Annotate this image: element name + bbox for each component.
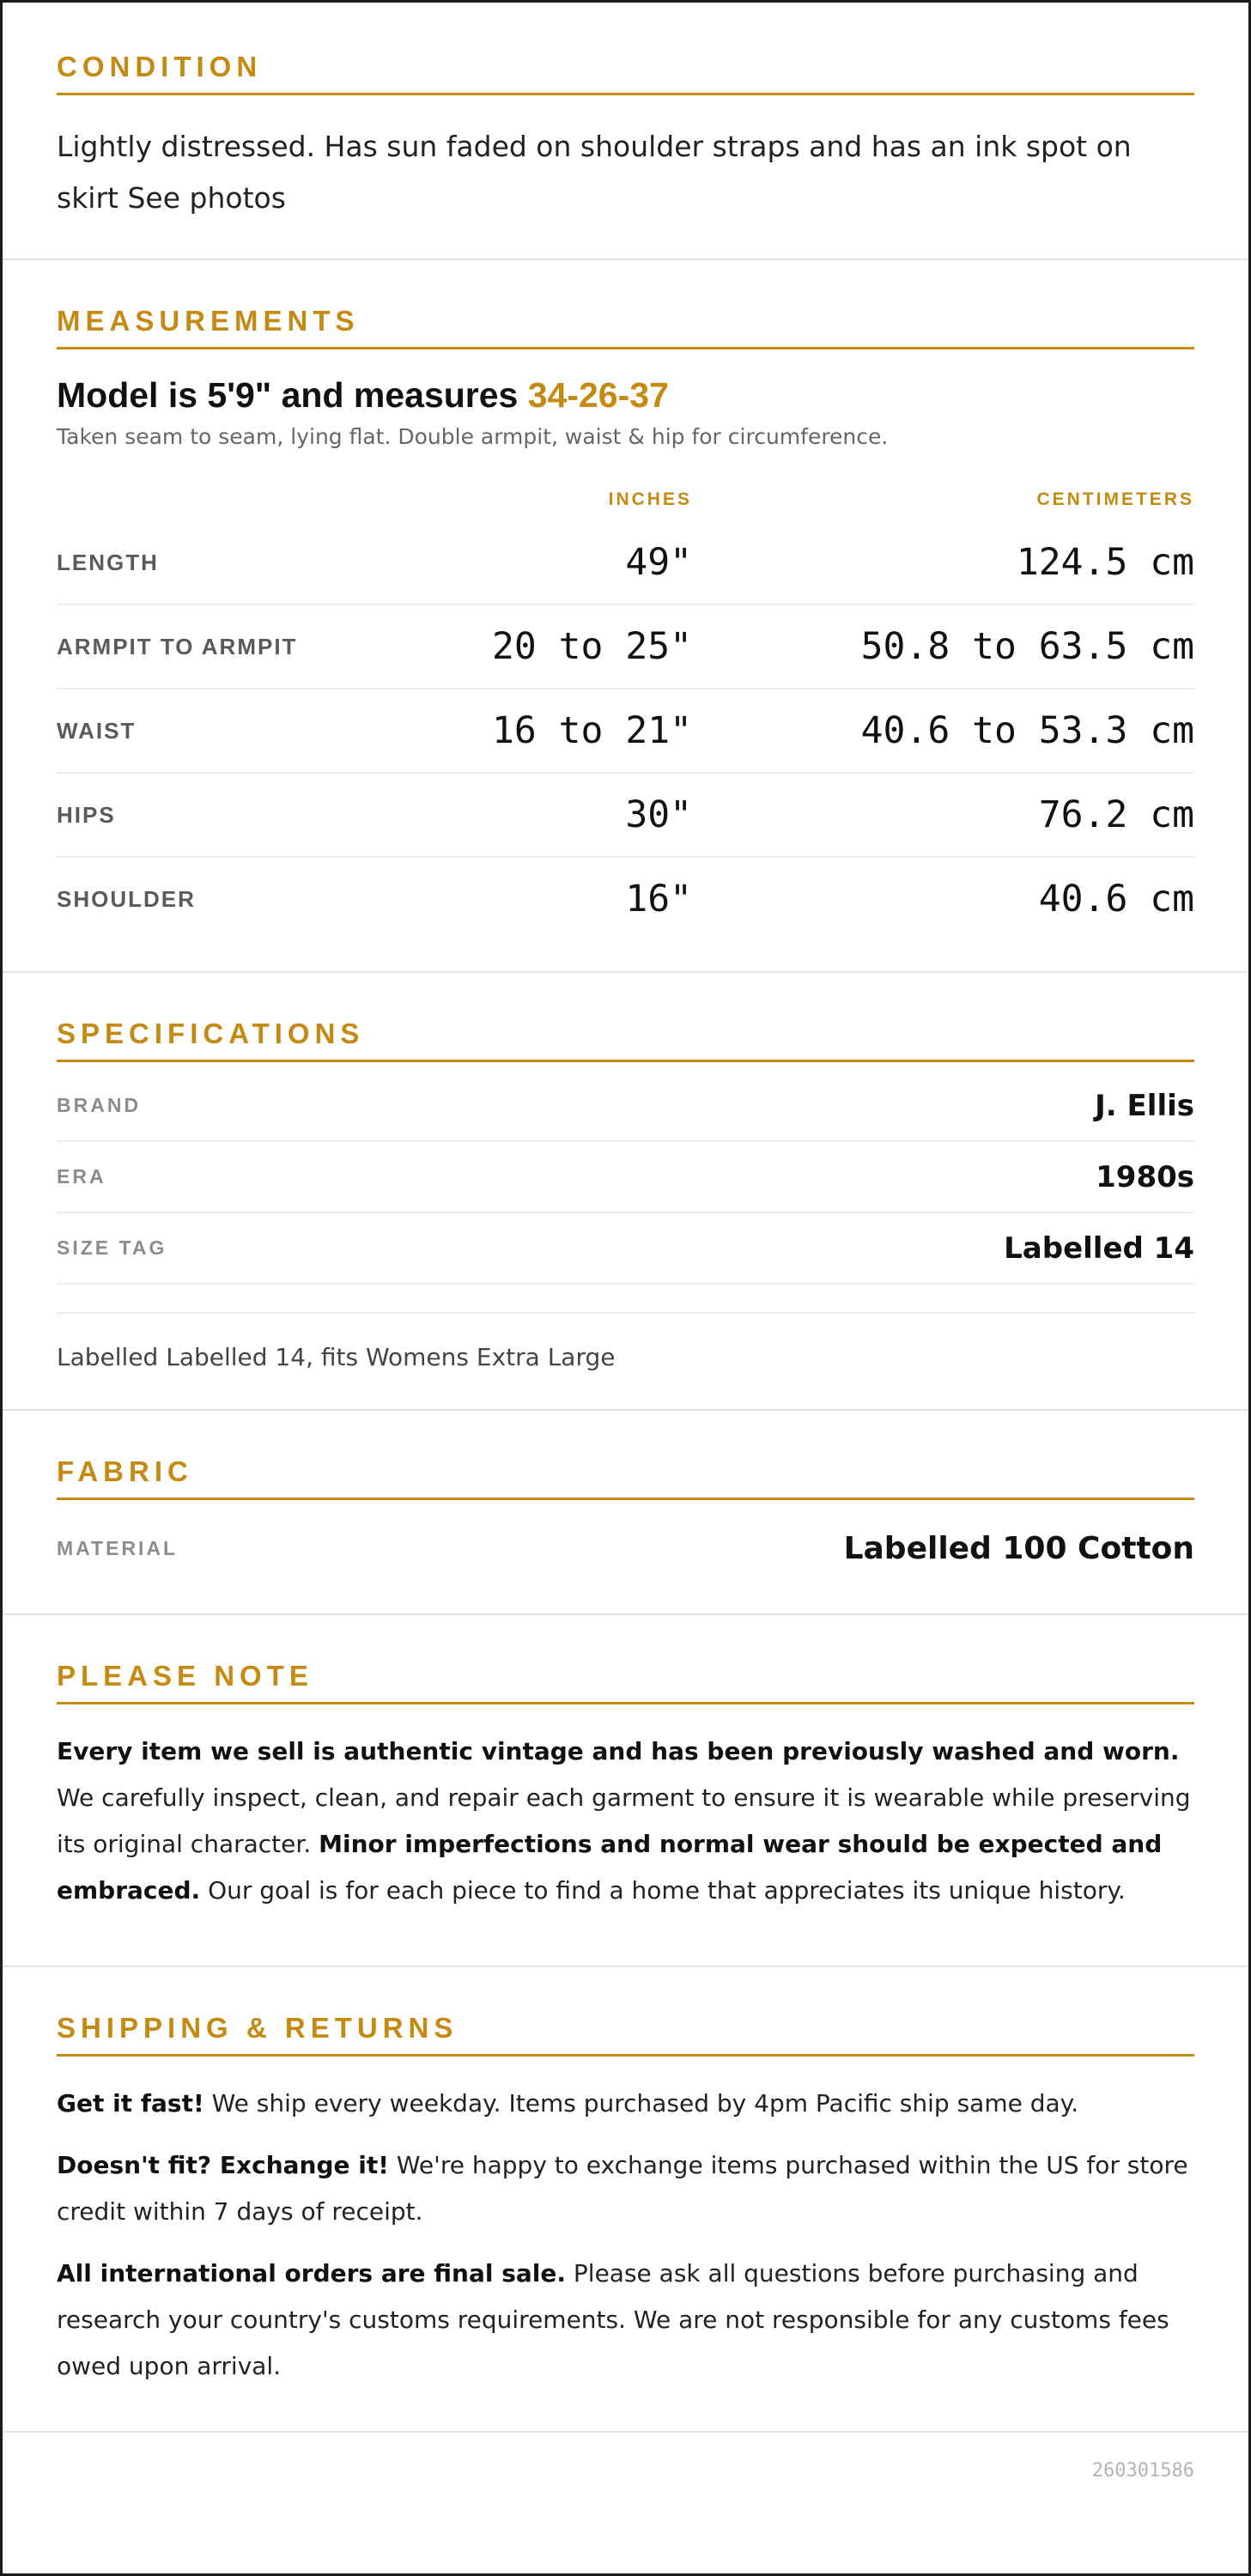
specifications-section [3, 973, 1248, 1411]
model-info-prefix: Model is 5'9" and measures [57, 375, 528, 415]
shipping-text-1: We ship every weekday. Items purchased by 4pm Pacific ship same day. [203, 2089, 1079, 2117]
model-info [57, 375, 1194, 416]
measurements-heading: MEASUREMENTS [57, 307, 1194, 349]
spec-row-size-tag [57, 1213, 1194, 1285]
row-label: WAIST [57, 717, 137, 744]
row-label: ARMPIT TO ARMPIT [57, 633, 298, 659]
table-row [57, 858, 1194, 940]
row-inches: 30" [625, 793, 692, 836]
measurements-table [57, 478, 1194, 940]
row-cm: 40.6 to 53.3 cm [860, 709, 1194, 752]
row-label: SHOULDER [57, 885, 196, 912]
spec-value: 1980s [1096, 1159, 1194, 1194]
product-details-panel [3, 3, 1248, 2573]
fabric-heading: FABRIC [57, 1457, 1194, 1500]
row-cm: 124.5 cm [1016, 541, 1194, 584]
condition-section [3, 3, 1248, 260]
shipping-section [3, 1967, 1248, 2433]
note-bold-1: Every item we sell is authentic vintage and has been previously washed and worn. [57, 1737, 1180, 1765]
shipping-text-3: Please ask all questions before purchasing and research your country's customs requirements. We are not responsible for any customs fees owed upon arrival. [57, 2259, 1169, 2380]
spec-divider [57, 1285, 1194, 1314]
row-inches: 20 to 25" [492, 625, 692, 668]
shipping-bold-2: Doesn't fit? Exchange it! [57, 2151, 389, 2179]
condition-text: Lightly distressed. Has sun faded on shoulder straps and has an ink spot on skirt See photos [57, 130, 1132, 215]
row-cm: 50.8 to 63.5 cm [860, 625, 1194, 668]
shipping-para-1 [57, 2081, 1194, 2127]
fabric-section [3, 1411, 1248, 1615]
shipping-para-2 [57, 2142, 1194, 2235]
note-text-1: We carefully inspect, clean, and repair each garment to ensure it is wearable while preserving its original character. [57, 1783, 1191, 1858]
please-note-section [3, 1615, 1248, 1967]
spec-row-era [57, 1142, 1194, 1213]
size-fit-note: Labelled Labelled 14, fits Womens Extra Large [57, 1343, 616, 1371]
please-note-heading: PLEASE NOTE [57, 1662, 1194, 1704]
header-centimeters: CENTIMETERS [1036, 489, 1194, 509]
spec-label: SIZE TAG [57, 1236, 167, 1259]
table-row [57, 690, 1194, 774]
spec-row-brand [57, 1071, 1194, 1142]
note-text-2: Our goal is for each piece to find a home that appreciates its unique history. [200, 1876, 1126, 1905]
shipping-para-3 [57, 2251, 1194, 2390]
row-cm: 40.6 cm [1038, 878, 1194, 920]
shipping-bold-1: Get it fast! [57, 2089, 204, 2117]
specifications-heading: SPECIFICATIONS [57, 1019, 1194, 1062]
measurements-section [3, 260, 1248, 973]
spec-row-material [57, 1522, 1194, 1574]
header-inches: INCHES [608, 489, 692, 509]
row-inches: 16" [625, 878, 692, 920]
table-row [57, 521, 1194, 605]
measurement-note: Taken seam to seam, lying flat. Double armpit, waist & hip for circumference. [57, 424, 889, 449]
spec-value: Labelled 14 [1004, 1230, 1194, 1266]
row-inches: 16 to 21" [492, 709, 692, 752]
spec-value: Labelled 100 Cotton [843, 1530, 1194, 1566]
shipping-text-2: We're happy to exchange items purchased within the US for store credit within 7 days of receipt. [57, 2151, 1188, 2226]
row-label: HIPS [57, 801, 116, 828]
spec-label: MATERIAL [57, 1536, 179, 1559]
table-row [57, 605, 1194, 690]
condition-heading: CONDITION [57, 52, 1194, 95]
table-row [57, 774, 1194, 858]
note-bold-2: Minor imperfections and normal wear should be expected and embraced. [57, 1830, 1163, 1905]
shipping-heading: SHIPPING & RETURNS [57, 2014, 1194, 2057]
please-note-text [57, 1728, 1194, 1914]
product-id: 260301586 [1091, 2459, 1194, 2482]
spec-label: BRAND [57, 1094, 142, 1116]
model-measures: 34-26-37 [527, 375, 669, 415]
row-label: LENGTH [57, 549, 159, 575]
measurements-table-header [57, 478, 1194, 521]
shipping-bold-3: All international orders are final sale. [57, 2259, 567, 2287]
spec-value: J. Ellis [1095, 1088, 1194, 1123]
row-cm: 76.2 cm [1038, 793, 1194, 836]
row-inches: 49" [625, 541, 692, 584]
spec-label: ERA [57, 1165, 106, 1188]
